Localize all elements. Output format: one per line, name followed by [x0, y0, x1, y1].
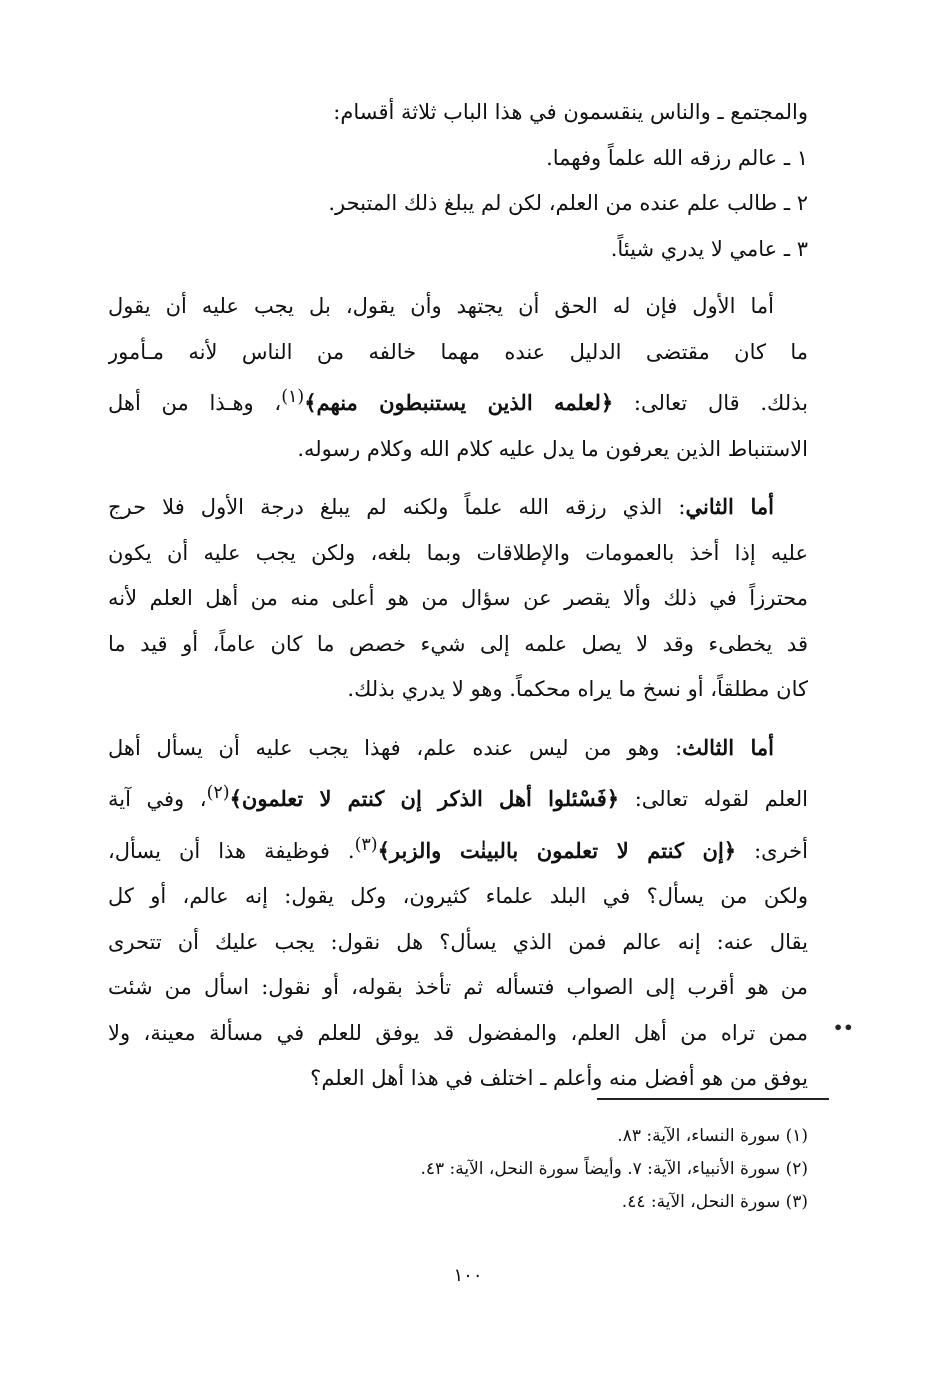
intro-line: والمجتمع ـ والناس ينقسمون في هذا الباب ثلاثة أقسام:: [333, 100, 808, 124]
text-line: ما كان مقتضى الدليل عنده مهما خالفه من الناس لأنه مـأمور: [108, 339, 808, 364]
list-item: ٢ ـ طالب علم عنده من العلم، لكن لم يبلغ ذلك المتبحر.: [328, 191, 808, 215]
footnote-item: (١) سورة النساء، الآية: ٨٣.: [617, 1126, 808, 1146]
quran-quote: ﴿إن كنتم لا تعلمون بالبينٰت والزبر﴾: [377, 837, 737, 863]
text-span: . فوظيفة هذا أن يسأل،: [108, 838, 355, 863]
text-line: [108, 484, 808, 531]
paragraph-lead: أما الثالث: [682, 734, 775, 760]
text-span: : الذي رزقه الله علماً ولكنه لم يبلغ درجة الأول فلا حرج: [108, 495, 686, 519]
text-line: أما الأول فإن له الحق أن يجتهد وأن يقول، بل يجب عليه أن يقول: [108, 294, 774, 318]
text-line: من هو أقرب إلى الصواب فتسأله ثم تأخذ بقوله، أو نقول: اسأل من شئت: [108, 975, 808, 999]
text-span: ، وهـذا من أهل: [108, 391, 282, 415]
footnote-ref: (١): [281, 387, 305, 407]
footnote-item: (٣) سورة النحل، الآية: ٤٤.: [621, 1192, 808, 1212]
text-line: الاستنباط الذين يعرفون ما يدل عليه كلام الله وكلام رسوله.: [297, 436, 808, 461]
text-line: [108, 375, 808, 427]
text-span: ، وفي آية: [108, 787, 207, 811]
text-line: يقال عنه: إنه عالم فمن الذي يسأل؟ هل نقول: يجب عليك أن تتحرى: [108, 929, 808, 954]
paragraph-third: [108, 725, 808, 1102]
text-line: ممن تراه من أهل العلم، والمفضول قد يوفق للعلم في مسألة معينة، ولا: [108, 1020, 808, 1045]
text-line: عليه إذا أخذ بالعمومات والإطلاقات وبما بلغه، ولكن يجب عليه أن يكون: [108, 540, 808, 565]
footnote-item: (٢) سورة الأنبياء، الآية: ٧. وأيضاً سورة النحل، الآية: ٤٣.: [420, 1159, 808, 1179]
list-item: ١ ـ عالم رزقه الله علماً وفهما.: [546, 145, 808, 170]
text-line: كان مطلقاً، أو نسخ ما يراه محكماً. وهو لا يدري بذلك.: [347, 677, 808, 701]
text-line: محترزاً في ذلك وألا يقصر عن سؤال من هو أعلى منه من أهل العلم لأنه: [108, 586, 808, 610]
footnote-ref: (٣): [354, 834, 378, 855]
footnote-divider: [597, 1098, 829, 1100]
text-span: بذلك. قال تعالى:: [613, 391, 808, 415]
text-span: أخرى:: [736, 838, 808, 863]
text-span: : وهو من ليس عنده علم، فهذا يجب عليه أن يسأل أهل: [108, 735, 683, 760]
text-span: العلم لقوله تعالى:: [619, 787, 808, 811]
footnotes: [108, 1120, 808, 1219]
text-line: [108, 725, 808, 772]
footnote-ref: (٢): [206, 783, 230, 803]
text-line: [108, 771, 808, 823]
page-number: ١٠٠: [453, 1265, 483, 1286]
text-line: قد يخطىء وقد لا يصل علمه إلى شيء خصص ما كان عاماً، أو قيد ما: [108, 631, 808, 656]
paragraph-first: [108, 284, 808, 472]
quran-quote: ﴿لعلمه الذين يستنبطون منهم﴾: [304, 390, 614, 415]
list-item: ٣ ـ عامي لا يدري شيئاً.: [610, 236, 808, 261]
paragraph-second: [108, 484, 808, 713]
quran-quote: ﴿فَسْئلوا أهل الذكر إن كنتم لا تعلمون﴾: [229, 786, 620, 811]
text-line: يوفق من هو أفضل منه وأعلم ـ اختلف في هذا أهل العلم؟: [310, 1066, 808, 1090]
text-line: [108, 823, 808, 875]
text-line: ولكن من يسأل؟ في البلد علماء كثيرون، وكل يقول: إنه عالم، أو كل: [108, 884, 808, 908]
paragraph-lead: أما الثاني: [685, 494, 775, 519]
margin-mark: ••: [833, 1018, 854, 1037]
main-text: [108, 90, 808, 1114]
